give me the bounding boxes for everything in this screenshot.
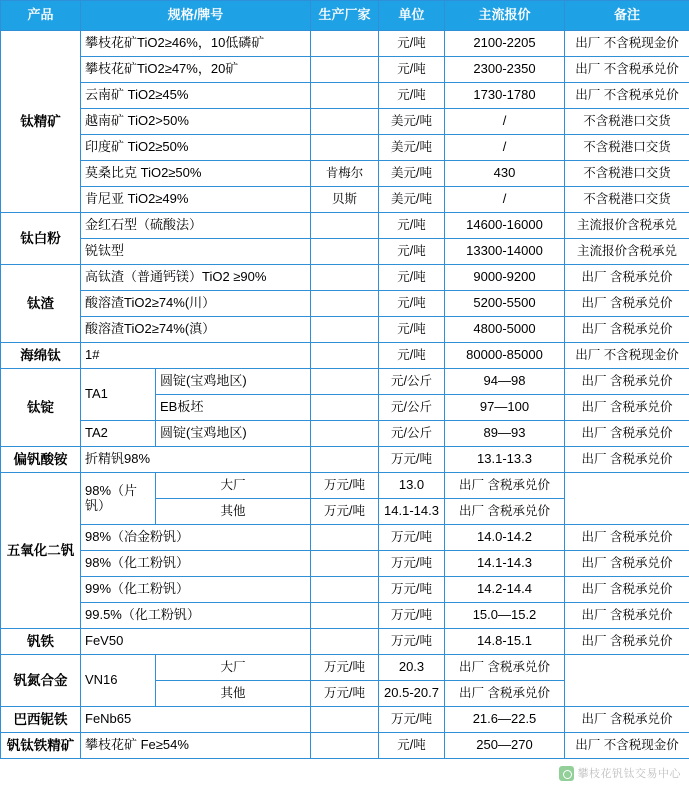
table-row (1, 291, 689, 317)
table-row (1, 161, 689, 187)
price-cell: 1730-1780 (445, 83, 565, 109)
watermark-label: 攀枝花钒钛交易中心 (577, 768, 681, 780)
spec-cell: FeNb65 (81, 707, 311, 733)
note-cell: 出厂 含税承兑价 (565, 577, 689, 603)
price-cell: / (445, 109, 565, 135)
note-cell: 主流报价含税承兑 (565, 213, 689, 239)
table-row (1, 31, 689, 57)
product-category-cell: 钒钛铁精矿 (1, 733, 81, 759)
price-cell: 89—93 (445, 421, 565, 447)
unit-cell: 元/吨 (379, 343, 445, 369)
note-cell: 出厂 含税承兑价 (565, 265, 689, 291)
spec-cell: 莫桑比克 TiO2≥50% (81, 161, 311, 187)
note-cell: 出厂 含税承兑价 (445, 499, 565, 525)
spec-cell: 98%（冶金粉钒） (81, 525, 311, 551)
manufacturer-cell (311, 343, 379, 369)
unit-cell: 元/吨 (379, 83, 445, 109)
table-row (1, 733, 689, 759)
table-row (1, 421, 689, 447)
spec-cell: 1# (81, 343, 311, 369)
unit-cell: 元/吨 (379, 213, 445, 239)
manufacturer-cell: 贝斯 (311, 187, 379, 213)
price-cell: 94—98 (445, 369, 565, 395)
spec-cell: 锐钛型 (81, 239, 311, 265)
manufacturer-cell (311, 265, 379, 291)
spec-cell: 98%（片钒） (81, 473, 156, 525)
manufacturer-cell (311, 395, 379, 421)
note-cell: 出厂 含税承兑价 (445, 655, 565, 681)
unit-cell: 万元/吨 (379, 447, 445, 473)
unit-cell: 元/公斤 (379, 421, 445, 447)
watermark (559, 765, 682, 781)
spec-cell: 酸溶渣TiO2≥74%(滇） (81, 317, 311, 343)
note-cell: 出厂 不含税承兑价 (565, 57, 689, 83)
product-category-cell: 钒氮合金 (1, 655, 81, 707)
manufacturer-cell (311, 291, 379, 317)
price-cell: 14.0-14.2 (445, 525, 565, 551)
table-row (1, 213, 689, 239)
unit-cell: 元/吨 (379, 265, 445, 291)
table-row (1, 629, 689, 655)
wechat-logo-icon (559, 766, 574, 781)
manufacturer-cell (311, 135, 379, 161)
unit-cell: 元/吨 (379, 317, 445, 343)
spec-sub-cell: 圆锭(宝鸡地区) (156, 369, 311, 395)
manufacturer-cell (311, 213, 379, 239)
product-category-cell: 钛白粉 (1, 213, 81, 265)
manufacturer-cell (311, 57, 379, 83)
note-cell: 出厂 含税承兑价 (565, 551, 689, 577)
product-category-cell: 五氧化二钒 (1, 473, 81, 629)
unit-cell: 元/吨 (379, 57, 445, 83)
unit-cell: 元/吨 (379, 239, 445, 265)
manufacturer-cell (311, 525, 379, 551)
table-row (1, 343, 689, 369)
unit-cell: 元/公斤 (379, 395, 445, 421)
table-row (1, 187, 689, 213)
col-header-spec: 规格/牌号 (81, 1, 311, 31)
note-cell: 出厂 含税承兑价 (565, 395, 689, 421)
note-cell: 出厂 不含税现金价 (565, 343, 689, 369)
spec-sub-cell: EB板坯 (156, 395, 311, 421)
manufacturer-cell (311, 629, 379, 655)
unit-cell: 万元/吨 (379, 551, 445, 577)
product-category-cell: 海绵钛 (1, 343, 81, 369)
note-cell: 出厂 含税承兑价 (565, 629, 689, 655)
note-cell: 出厂 含税承兑价 (565, 447, 689, 473)
manufacturer-cell (311, 447, 379, 473)
col-header-unit: 单位 (379, 1, 445, 31)
manufacturer-cell (311, 421, 379, 447)
note-cell: 出厂 含税承兑价 (445, 681, 565, 707)
manufacturer-cell: 其他 (156, 681, 311, 707)
unit-cell: 万元/吨 (311, 499, 379, 525)
table-row (1, 473, 689, 499)
spec-cell: 攀枝花矿 Fe≥54% (81, 733, 311, 759)
table-row (1, 577, 689, 603)
unit-cell: 万元/吨 (379, 707, 445, 733)
product-category-cell: 钒铁 (1, 629, 81, 655)
price-cell: 14.1-14.3 (445, 551, 565, 577)
note-cell: 出厂 含税承兑价 (565, 369, 689, 395)
unit-cell: 万元/吨 (379, 577, 445, 603)
price-cell: 20.5-20.7 (379, 681, 445, 707)
spec-cell: 云南矿 TiO2≥45% (81, 83, 311, 109)
note-cell: 不含税港口交货 (565, 161, 689, 187)
spec-cell: 肯尼亚 TiO2≥49% (81, 187, 311, 213)
spec-cell: 折精钒98% (81, 447, 311, 473)
price-cell: 250—270 (445, 733, 565, 759)
unit-cell: 万元/吨 (311, 681, 379, 707)
price-cell: 14.1-14.3 (379, 499, 445, 525)
note-cell: 出厂 不含税现金价 (565, 733, 689, 759)
note-cell: 出厂 不含税现金价 (565, 31, 689, 57)
unit-cell: 元/吨 (379, 733, 445, 759)
unit-cell: 万元/吨 (311, 655, 379, 681)
manufacturer-cell (311, 239, 379, 265)
spec-cell: 99%（化工粉钒） (81, 577, 311, 603)
manufacturer-cell (311, 83, 379, 109)
spec-cell: 攀枝花矿TiO2≥47%，20矿 (81, 57, 311, 83)
note-cell: 出厂 含税承兑价 (565, 317, 689, 343)
product-category-cell: 钛精矿 (1, 31, 81, 213)
table-header-row (1, 1, 689, 31)
unit-cell: 美元/吨 (379, 109, 445, 135)
price-cell: 5200-5500 (445, 291, 565, 317)
unit-cell: 万元/吨 (379, 629, 445, 655)
table-row (1, 317, 689, 343)
table-row (1, 707, 689, 733)
spec-cell: TA2 (81, 421, 156, 447)
note-cell: 出厂 含税承兑价 (565, 525, 689, 551)
spec-cell: 印度矿 TiO2≥50% (81, 135, 311, 161)
spec-cell: 越南矿 TiO2>50% (81, 109, 311, 135)
table-row (1, 265, 689, 291)
note-cell: 主流报价含税承兑 (565, 239, 689, 265)
price-cell: / (445, 187, 565, 213)
product-category-cell: 钛渣 (1, 265, 81, 343)
note-cell: 出厂 含税承兑价 (445, 473, 565, 499)
table-row (1, 447, 689, 473)
table-row (1, 551, 689, 577)
manufacturer-cell: 肯梅尔 (311, 161, 379, 187)
price-cell: 14.2-14.4 (445, 577, 565, 603)
note-cell: 出厂 含税承兑价 (565, 421, 689, 447)
spec-sub-cell: 圆锭(宝鸡地区) (156, 421, 311, 447)
spec-cell: 99.5%（化工粉钒） (81, 603, 311, 629)
manufacturer-cell (311, 603, 379, 629)
table-row (1, 239, 689, 265)
price-cell: 2300-2350 (445, 57, 565, 83)
col-header-note: 备注 (565, 1, 689, 31)
price-cell: 2100-2205 (445, 31, 565, 57)
product-category-cell: 巴西铌铁 (1, 707, 81, 733)
table-body (1, 31, 689, 759)
price-cell: 97—100 (445, 395, 565, 421)
note-cell: 不含税港口交货 (565, 109, 689, 135)
manufacturer-cell: 其他 (156, 499, 311, 525)
col-header-price: 主流报价 (445, 1, 565, 31)
unit-cell: 万元/吨 (379, 603, 445, 629)
price-cell: 14.8-15.1 (445, 629, 565, 655)
price-cell: 430 (445, 161, 565, 187)
manufacturer-cell (311, 31, 379, 57)
unit-cell: 万元/吨 (311, 473, 379, 499)
manufacturer-cell (311, 733, 379, 759)
note-cell: 出厂 含税承兑价 (565, 291, 689, 317)
price-cell: 14600-16000 (445, 213, 565, 239)
unit-cell: 元/吨 (379, 291, 445, 317)
spec-cell: 攀枝花矿TiO2≥46%，10低磷矿 (81, 31, 311, 57)
note-cell: 出厂 含税承兑价 (565, 707, 689, 733)
note-cell: 出厂 不含税承兑价 (565, 83, 689, 109)
unit-cell: 美元/吨 (379, 135, 445, 161)
table-row (1, 525, 689, 551)
manufacturer-cell: 大厂 (156, 473, 311, 499)
price-cell: 13300-14000 (445, 239, 565, 265)
manufacturer-cell (311, 369, 379, 395)
unit-cell: 元/吨 (379, 31, 445, 57)
table-row (1, 109, 689, 135)
manufacturer-cell: 大厂 (156, 655, 311, 681)
price-cell: 4800-5000 (445, 317, 565, 343)
manufacturer-cell (311, 551, 379, 577)
table-row (1, 369, 689, 395)
spec-cell: VN16 (81, 655, 156, 707)
note-cell: 出厂 含税承兑价 (565, 603, 689, 629)
spec-cell: TA1 (81, 369, 156, 421)
manufacturer-cell (311, 317, 379, 343)
table-row (1, 135, 689, 161)
manufacturer-cell (311, 707, 379, 733)
table-row (1, 83, 689, 109)
price-cell: 13.0 (379, 473, 445, 499)
price-cell: 20.3 (379, 655, 445, 681)
product-category-cell: 偏钒酸铵 (1, 447, 81, 473)
col-header-manufacturer: 生产厂家 (311, 1, 379, 31)
price-cell: / (445, 135, 565, 161)
manufacturer-cell (311, 109, 379, 135)
spec-cell: 金红石型（硫酸法） (81, 213, 311, 239)
product-category-cell: 钛锭 (1, 369, 81, 447)
price-cell: 15.0—15.2 (445, 603, 565, 629)
price-cell: 21.6—22.5 (445, 707, 565, 733)
unit-cell: 美元/吨 (379, 161, 445, 187)
price-cell: 9000-9200 (445, 265, 565, 291)
unit-cell: 元/公斤 (379, 369, 445, 395)
spec-cell: 高钛渣（普通钙镁）TiO2 ≥90% (81, 265, 311, 291)
col-header-product: 产品 (1, 1, 81, 31)
unit-cell: 万元/吨 (379, 525, 445, 551)
price-cell: 80000-85000 (445, 343, 565, 369)
price-cell: 13.1-13.3 (445, 447, 565, 473)
spec-cell: 酸溶渣TiO2≥74%(川） (81, 291, 311, 317)
spec-cell: 98%（化工粉钒） (81, 551, 311, 577)
spec-cell: FeV50 (81, 629, 311, 655)
note-cell: 不含税港口交货 (565, 187, 689, 213)
manufacturer-cell (311, 577, 379, 603)
unit-cell: 美元/吨 (379, 187, 445, 213)
table-row (1, 655, 689, 681)
table-row (1, 57, 689, 83)
table-row (1, 603, 689, 629)
note-cell: 不含税港口交货 (565, 135, 689, 161)
